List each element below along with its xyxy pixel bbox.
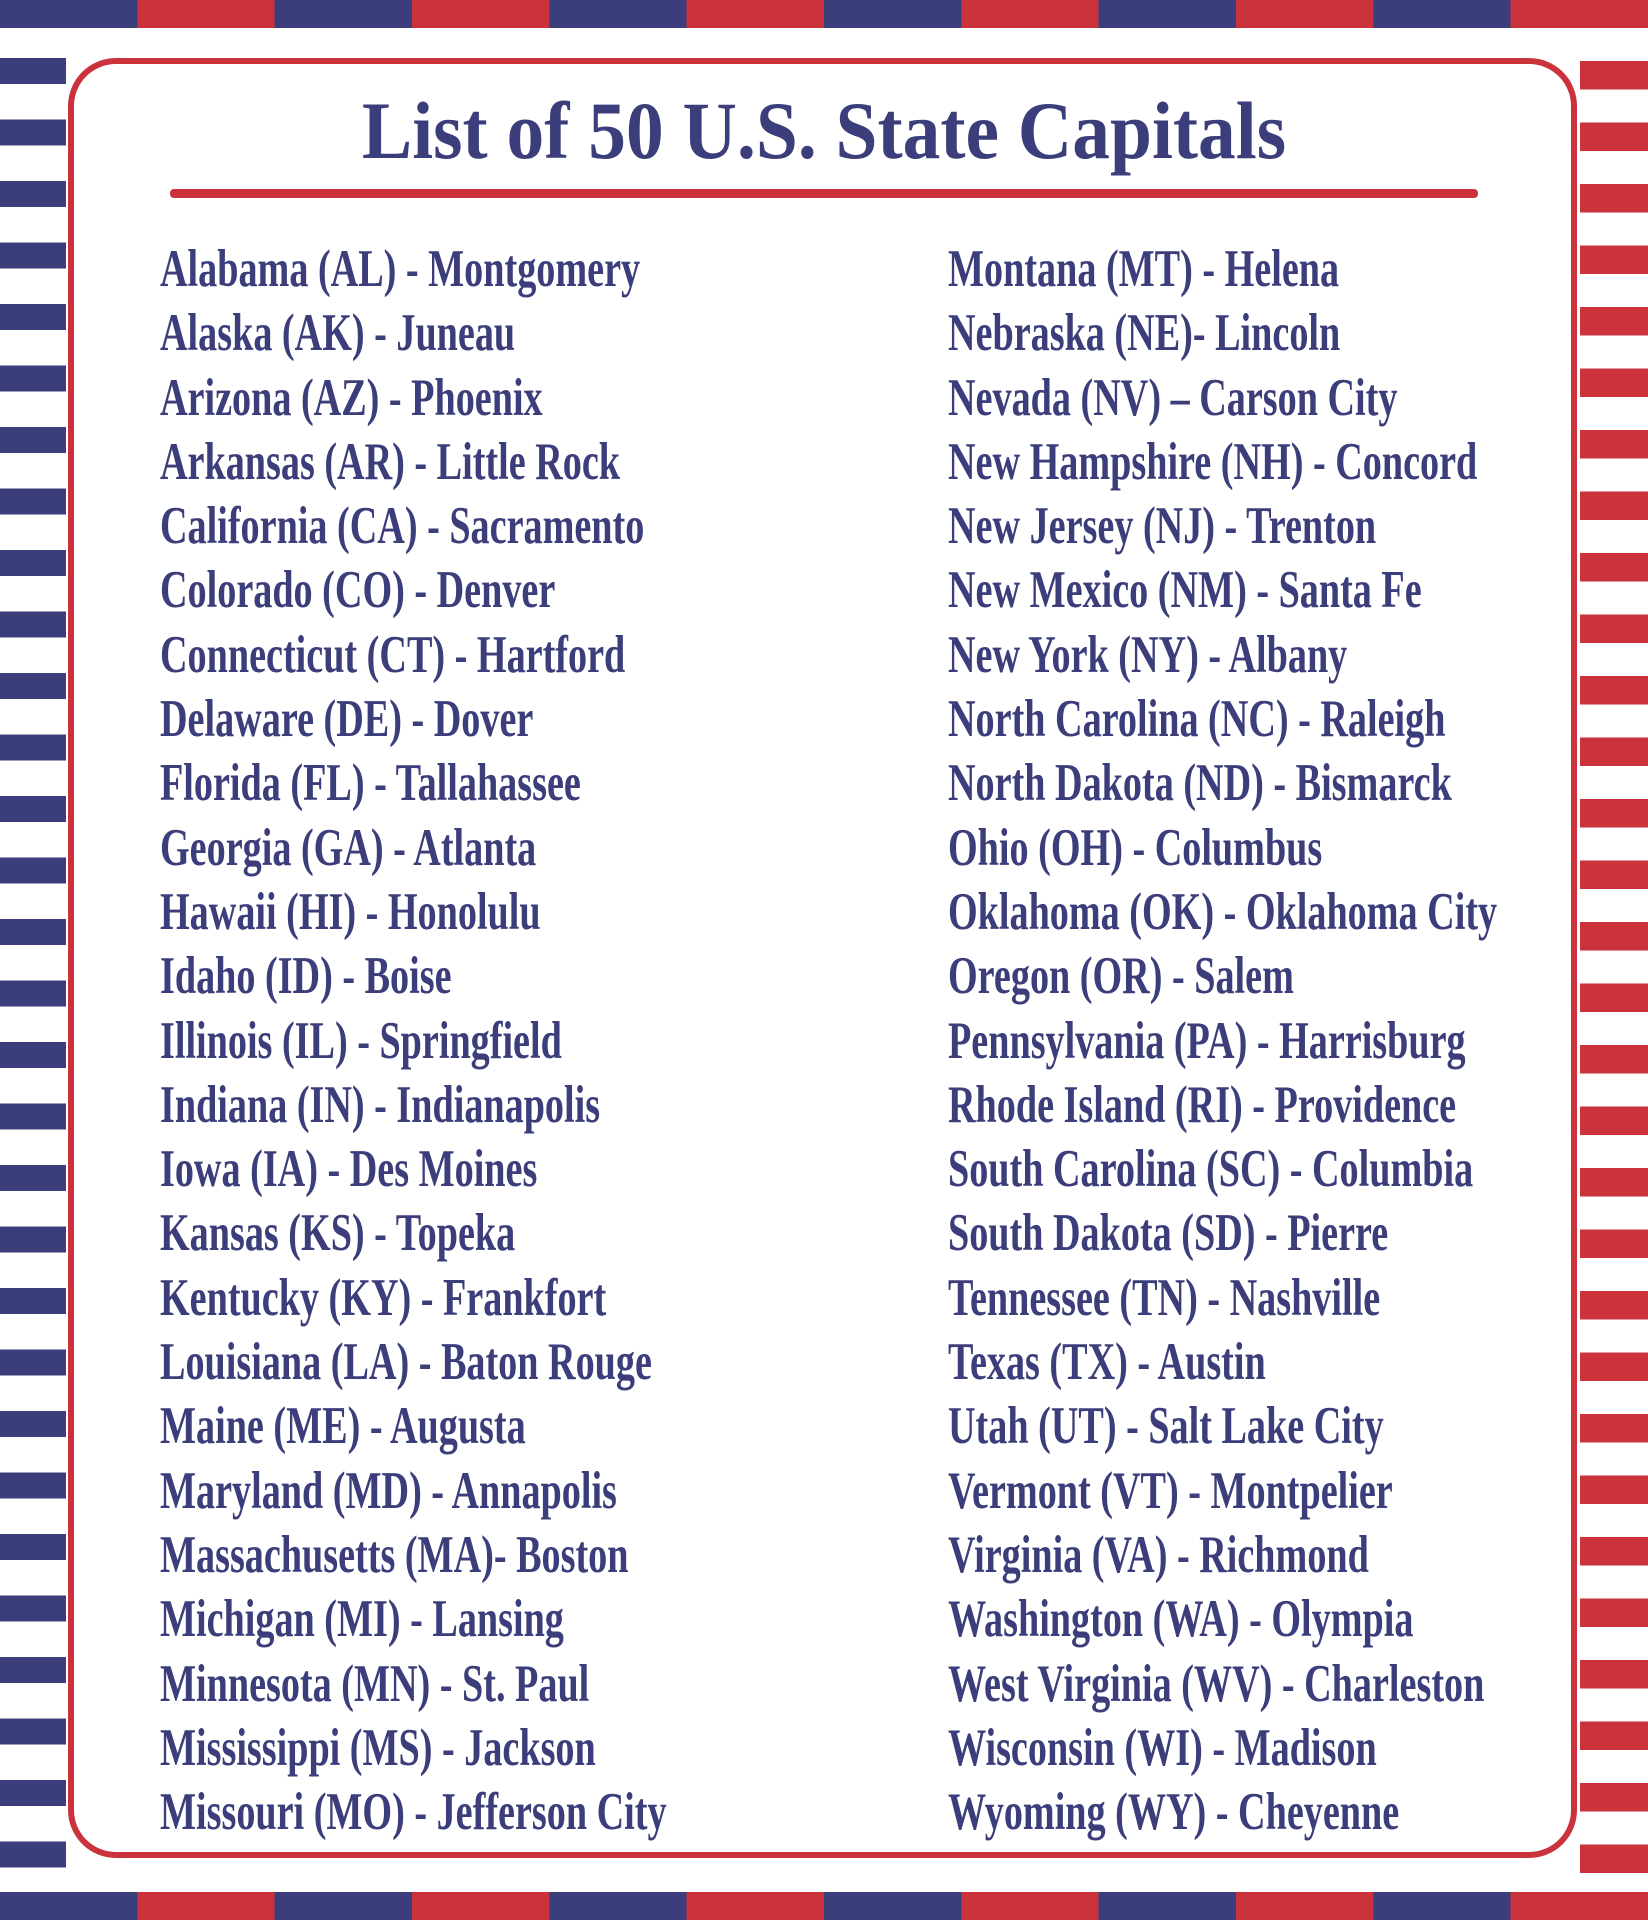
bottom-border-blocks	[0, 1892, 1648, 1920]
capital-list-item: Kentucky (KY) - Frankfort	[160, 1268, 607, 1327]
capitals-column-left	[160, 237, 864, 1844]
capital-list-item: Pennsylvania (PA) - Harrisburg	[948, 1011, 1466, 1070]
capital-list-item: Vermont (VT) - Montpelier	[948, 1461, 1393, 1520]
capital-list-item: Alaska (AK) - Juneau	[160, 304, 516, 363]
capital-list-item: Indiana (IN) - Indianapolis	[160, 1075, 601, 1134]
capital-list-item: North Carolina (NC) - Raleigh	[948, 690, 1446, 749]
capital-list-item: Wyoming (WY) - Cheyenne	[948, 1783, 1400, 1842]
capital-list-item: Connecticut (CT) - Hartford	[160, 625, 626, 684]
capital-list-item: Wisconsin (WI) - Madison	[948, 1718, 1377, 1777]
capital-list-item: Arizona (AZ) - Phoenix	[160, 368, 543, 427]
capital-list-item: Louisiana (LA) - Baton Rouge	[160, 1333, 652, 1392]
top-border-blocks	[0, 0, 1648, 28]
capital-list-item: Texas (TX) - Austin	[948, 1333, 1266, 1392]
capital-list-item: South Carolina (SC) - Columbia	[948, 1140, 1474, 1199]
capital-list-item: Ohio (OH) - Columbus	[948, 818, 1323, 877]
capital-list-item: Nebraska (NE)- Lincoln	[948, 304, 1341, 363]
capital-list-item: Utah (UT) - Salt Lake City	[948, 1397, 1384, 1456]
capital-list-item: Michigan (MI) - Lansing	[160, 1590, 564, 1649]
capital-list-item: Minnesota (MN) - St. Paul	[160, 1654, 590, 1713]
capital-list-item: New York (NY) - Albany	[948, 625, 1348, 684]
left-border-stripes	[0, 28, 66, 1892]
capital-list-item: Tennessee (TN) - Nashville	[948, 1268, 1381, 1327]
capital-list-item: Virginia (VA) - Richmond	[948, 1525, 1369, 1584]
capital-list-item: Colorado (CO) - Denver	[160, 561, 556, 620]
capital-list-item: Missouri (MO) - Jefferson City	[160, 1783, 667, 1842]
capital-list-item: New Hampshire (NH) - Concord	[948, 432, 1478, 491]
capital-list-item: Delaware (DE) - Dover	[160, 690, 534, 749]
capital-list-item: New Jersey (NJ) - Trenton	[948, 497, 1377, 556]
capital-list-item: California (CA) - Sacramento	[160, 497, 645, 556]
capital-list-item: Rhode Island (RI) - Providence	[948, 1075, 1457, 1134]
page-title: List of 50 U.S. State Capitals	[361, 85, 1287, 176]
capital-list-item: Iowa (IA) - Des Moines	[160, 1140, 538, 1199]
capital-list-item: West Virginia (WV) - Charleston	[948, 1654, 1485, 1713]
capital-list-item: South Dakota (SD) - Pierre	[948, 1204, 1389, 1263]
capitals-column-right	[948, 237, 1648, 1844]
capital-list-item: Arkansas (AR) - Little Rock	[160, 432, 621, 491]
capital-list-item: Idaho (ID) - Boise	[160, 947, 452, 1006]
capital-list-item: Montana (MT) - Helena	[948, 240, 1340, 298]
capital-list-item: Oregon (OR) - Salem	[948, 947, 1294, 1006]
capital-list-item: Kansas (KS) - Topeka	[160, 1204, 516, 1263]
capital-list-item: Oklahoma (OK) - Oklahoma City	[948, 882, 1498, 941]
capital-list-item: Mississippi (MS) - Jackson	[160, 1718, 596, 1777]
capital-list-item: North Dakota (ND) - Bismarck	[948, 754, 1452, 813]
capital-list-item: Maine (ME) - Augusta	[160, 1397, 526, 1456]
capital-list-item: Florida (FL) - Tallahassee	[160, 754, 581, 813]
capital-list-item: Massachusetts (MA)- Boston	[160, 1525, 629, 1584]
capital-list-item: Washington (WA) - Olympia	[948, 1590, 1414, 1649]
capital-list-item: Maryland (MD) - Annapolis	[160, 1461, 617, 1520]
capital-list-item: Hawaii (HI) - Honolulu	[160, 882, 541, 941]
capital-list-item: Alabama (AL) - Montgomery	[160, 240, 641, 298]
capital-list-item: New Mexico (NM) - Santa Fe	[948, 561, 1422, 620]
title-underline	[170, 189, 1478, 198]
capital-list-item: Georgia (GA) - Atlanta	[160, 818, 537, 877]
capital-list-item: Nevada (NV) – Carson City	[948, 368, 1398, 427]
capital-list-item: Illinois (IL) - Springfield	[160, 1011, 562, 1070]
